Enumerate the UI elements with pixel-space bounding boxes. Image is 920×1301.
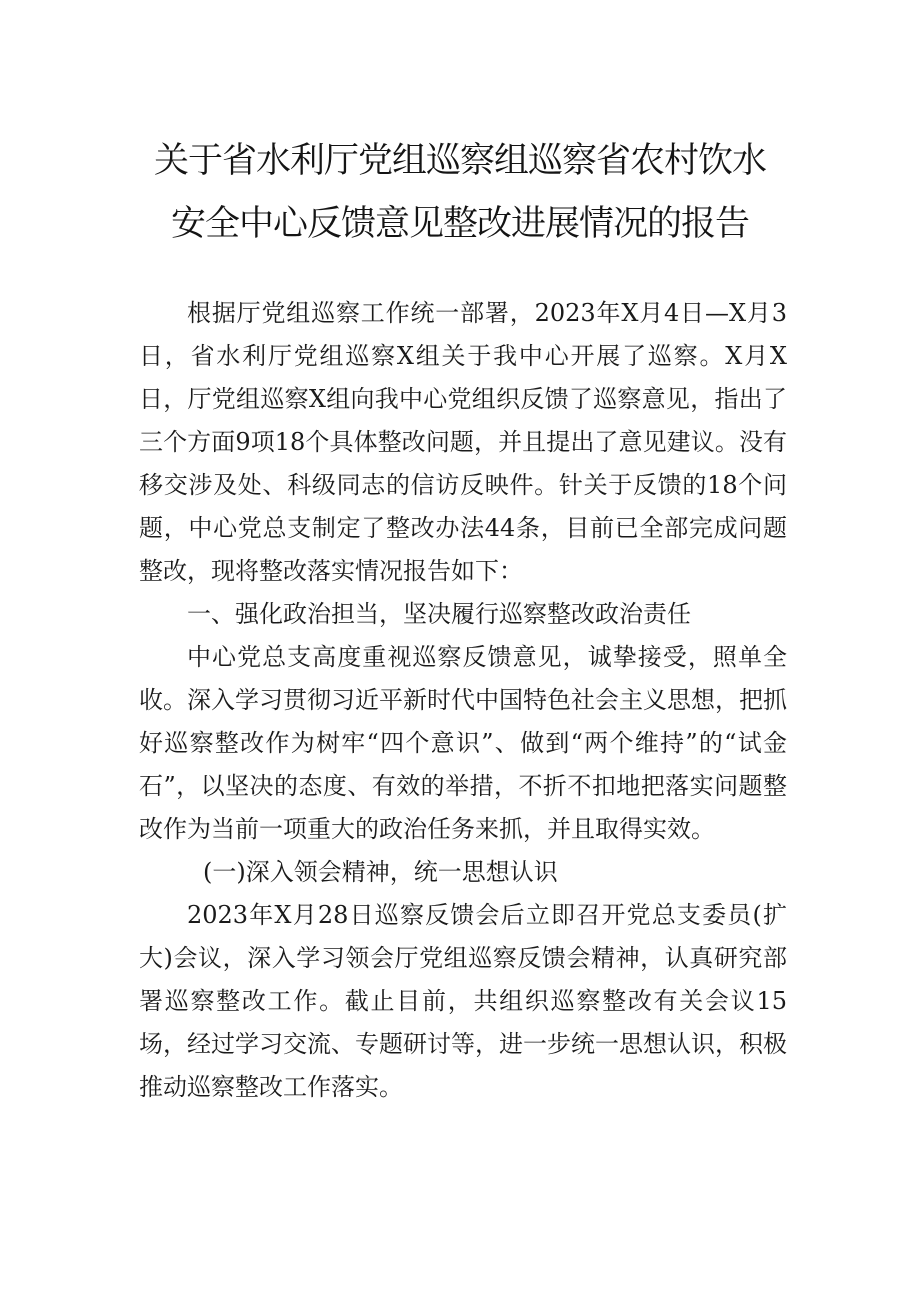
paragraph-intro: 根据厅党组巡察工作统一部署，2023年X月4日—X月3日，省水利厅党组巡察X组关于我中心开展了巡察。X月X日，厅党组巡察X组向我中心党组织反馈了巡察意见，指出了三个方面9项18个具体整改问题，并且提出了意见建议。没有移交涉及处、科级同志的信访反映件。针关于反馈的18个问题，中心党总支制定了整改办法44条，目前已全部完成问题整改，现将整改落实情况报告如下： xyxy=(139,299,787,585)
paragraph-section-1: 中心党总支高度重视巡察反馈意见，诚挚接受，照单全收。深入学习贯彻习近平新时代中国特色社会主义思想，把抓好巡察整改作为树牢“四个意识”、做到“两个维持”的“试金石”，以坚决的态度、有效的举措，不折不扣地把落实问题整改作为当前一项重大的政治任务来抓，并且取得实效。 xyxy=(139,643,787,843)
section-heading-1: 一、强化政治担当，坚决履行巡察整改政治责任 xyxy=(187,600,691,628)
subsection-heading-1: (一)深入领会精神，统一思想认识 xyxy=(203,858,558,886)
paragraph-subsection-1: 2023年X月28日巡察反馈会后立即召开党总支委员(扩大)会议，深入学习领会厅党组巡察反馈会精神，认真研究部署巡察整改工作。截止目前，共组织巡察整改有关会议15场，经过学习交流、专题研讨等，进一步统一思想认识，积极推动巡察整改工作落实。 xyxy=(139,901,787,1101)
document-title-line-1: 关于省水利厅党组巡察组巡察省农村饮水 xyxy=(153,141,766,181)
document-title-line-2: 安全中心反馈意见整改进展情况的报告 xyxy=(170,204,749,244)
